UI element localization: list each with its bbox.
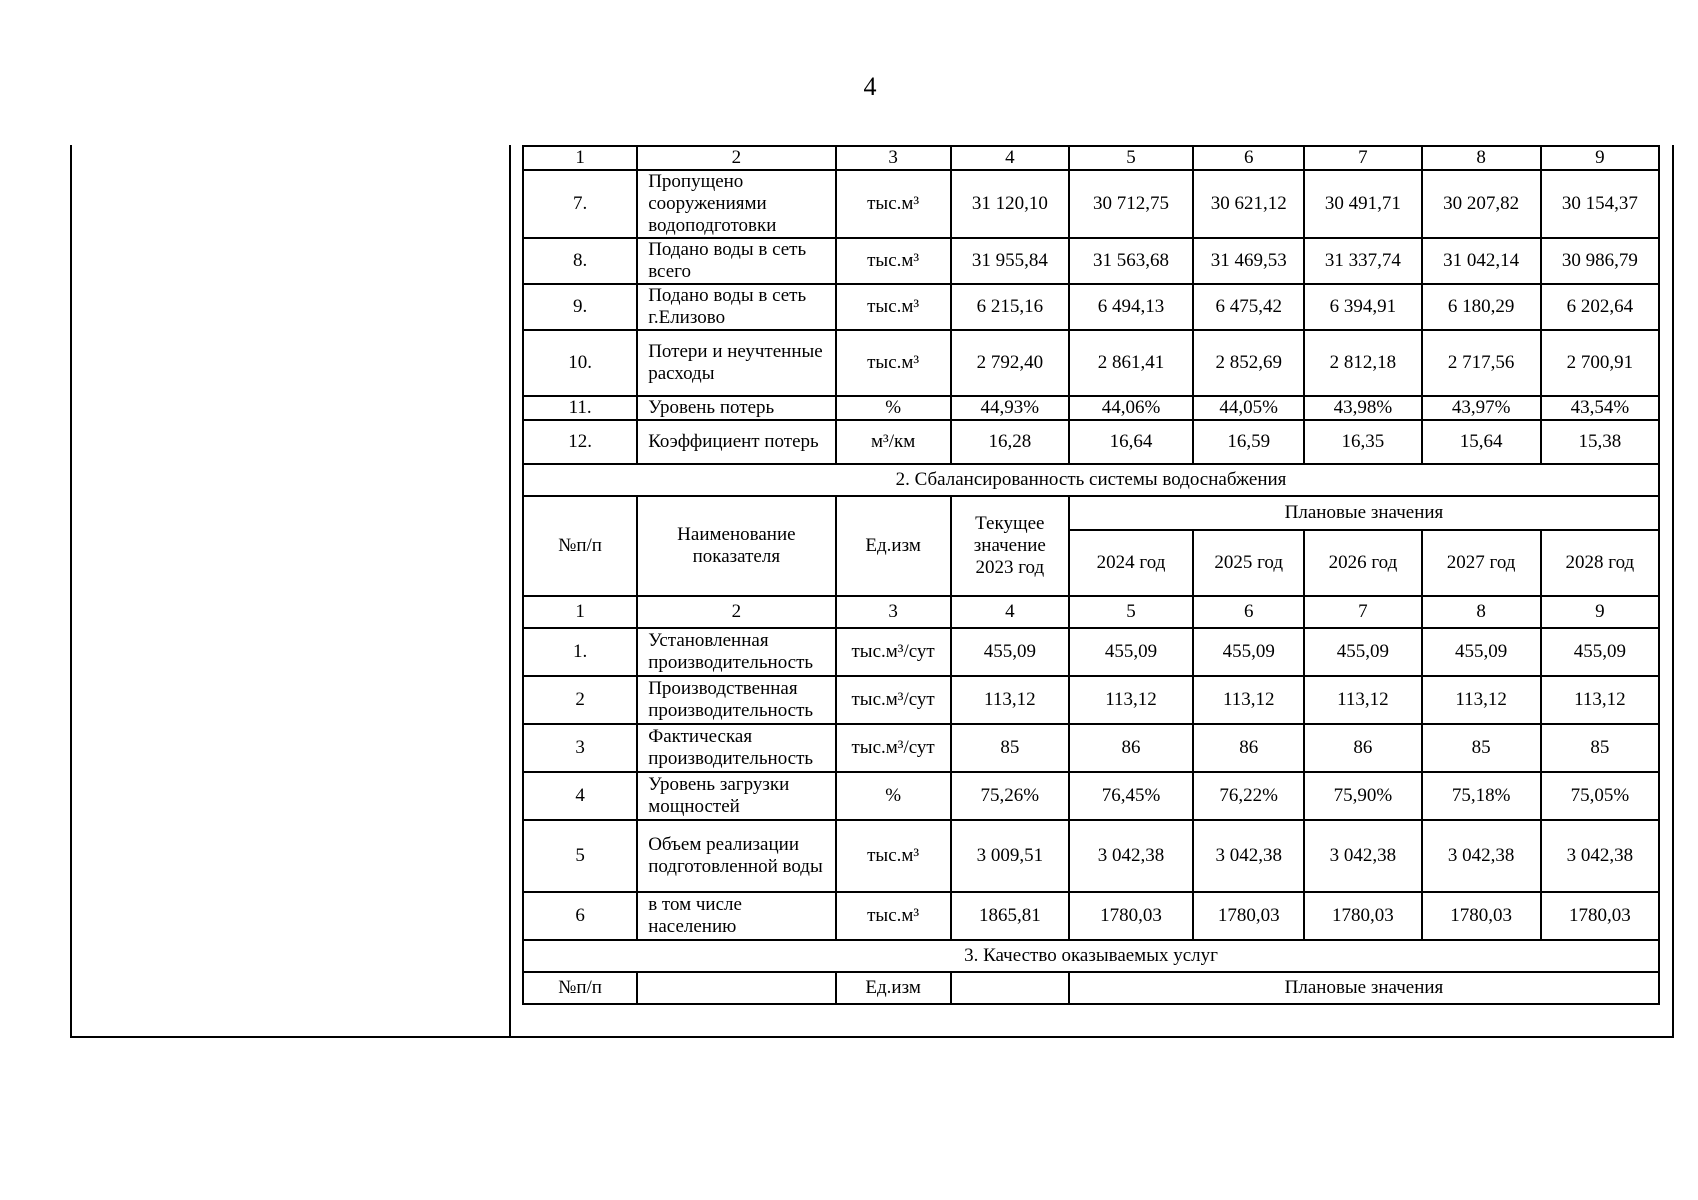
value-cell: 43,54% [1541, 396, 1659, 420]
header-year: 2028 год [1541, 530, 1659, 596]
value-cell: 85 [951, 724, 1069, 772]
indicator-name-cell: Производственная производительность [637, 676, 835, 724]
row-number-cell: 5 [523, 820, 637, 892]
table-row [523, 170, 1659, 238]
value-cell: 30 154,37 [1541, 170, 1659, 238]
indicator-name-cell: Фактическая производительность [637, 724, 835, 772]
table-row [523, 238, 1659, 284]
unit-cell: тыс.м³ [836, 820, 951, 892]
value-cell: 75,18% [1422, 772, 1541, 820]
indicator-name-cell: Объем реализации подготовленной воды [637, 820, 835, 892]
row-number-cell: 1. [523, 628, 637, 676]
unit-cell: тыс.м³ [836, 892, 951, 940]
column-number-cell: 7 [1304, 146, 1421, 170]
value-cell: 31 120,10 [951, 170, 1069, 238]
column-number-cell: 8 [1422, 146, 1541, 170]
value-cell: 31 337,74 [1304, 238, 1421, 284]
page-number: 4 [863, 72, 877, 101]
unit-cell: тыс.м³/сут [836, 628, 951, 676]
table-row [523, 724, 1659, 772]
value-cell: 113,12 [1541, 676, 1659, 724]
row-number-cell: 12. [523, 420, 637, 464]
row-number-cell: 10. [523, 330, 637, 396]
column-number-cell: 3 [836, 146, 951, 170]
unit-cell: тыс.м³ [836, 330, 951, 396]
value-cell: 3 042,38 [1193, 820, 1304, 892]
indicator-name-cell: Подано воды в сеть всего [637, 238, 835, 284]
unit-cell: % [836, 396, 951, 420]
unit-cell: тыс.м³/сут [836, 676, 951, 724]
value-cell: 30 207,82 [1422, 170, 1541, 238]
value-cell: 16,64 [1069, 420, 1193, 464]
value-cell: 15,64 [1422, 420, 1541, 464]
column-number-cell: 8 [1422, 596, 1541, 628]
value-cell: 113,12 [1069, 676, 1193, 724]
row-number-cell: 9. [523, 284, 637, 330]
column-number-cell: 3 [836, 596, 951, 628]
header-year: 2026 год [1304, 530, 1421, 596]
header-name: Наименование показателя [637, 496, 835, 596]
value-cell: 44,93% [951, 396, 1069, 420]
header-year: 2024 год [1069, 530, 1193, 596]
value-cell: 455,09 [1193, 628, 1304, 676]
value-cell: 6 202,64 [1541, 284, 1659, 330]
value-cell: 2 861,41 [1069, 330, 1193, 396]
value-cell: 1780,03 [1069, 892, 1193, 940]
value-cell: 6 215,16 [951, 284, 1069, 330]
unit-cell: тыс.м³ [836, 238, 951, 284]
value-cell: 6 180,29 [1422, 284, 1541, 330]
value-cell: 16,59 [1193, 420, 1304, 464]
column-number-cell: 4 [951, 596, 1069, 628]
column-number-cell: 2 [637, 596, 835, 628]
value-cell: 86 [1304, 724, 1421, 772]
value-cell: 30 621,12 [1193, 170, 1304, 238]
frame-right-edge [1672, 145, 1674, 1038]
value-cell: 113,12 [1304, 676, 1421, 724]
section-title: 3. Качество оказываемых услуг [523, 940, 1659, 972]
indicator-name-cell: в том числе населению [637, 892, 835, 940]
value-cell: 86 [1069, 724, 1193, 772]
value-cell: 15,38 [1541, 420, 1659, 464]
row-number-cell: 7. [523, 170, 637, 238]
column-number-cell: 6 [1193, 596, 1304, 628]
column-number-cell: 6 [1193, 146, 1304, 170]
value-cell: 1780,03 [1304, 892, 1421, 940]
value-cell: 113,12 [1193, 676, 1304, 724]
row-number-cell: 11. [523, 396, 637, 420]
column-number-cell: 5 [1069, 146, 1193, 170]
value-cell: 2 717,56 [1422, 330, 1541, 396]
value-cell: 75,90% [1304, 772, 1421, 820]
header-current: Текущее значение 2023 год [951, 496, 1069, 596]
header-current [951, 972, 1069, 1004]
value-cell: 455,09 [1304, 628, 1421, 676]
table-row [523, 396, 1659, 420]
header-row [523, 496, 1659, 530]
table-row [523, 772, 1659, 820]
column-number-cell: 9 [1541, 596, 1659, 628]
value-cell: 31 955,84 [951, 238, 1069, 284]
section-title: 2. Сбалансированность системы водоснабжения [523, 464, 1659, 496]
value-cell: 1780,03 [1422, 892, 1541, 940]
value-cell: 85 [1422, 724, 1541, 772]
header-unit: Ед.изм [836, 496, 951, 596]
indicator-name-cell: Подано воды в сеть г.Елизово [637, 284, 835, 330]
table-row [523, 820, 1659, 892]
value-cell: 6 394,91 [1304, 284, 1421, 330]
column-number-cell: 4 [951, 146, 1069, 170]
header-planned: Плановые значения [1069, 972, 1659, 1004]
value-cell: 2 852,69 [1193, 330, 1304, 396]
value-cell: 16,35 [1304, 420, 1421, 464]
header-planned: Плановые значения [1069, 496, 1659, 530]
frame-divider [509, 145, 511, 1038]
row-number-cell: 3 [523, 724, 637, 772]
column-number-cell: 5 [1069, 596, 1193, 628]
value-cell: 85 [1541, 724, 1659, 772]
value-cell: 75,05% [1541, 772, 1659, 820]
table-row [523, 676, 1659, 724]
value-cell: 455,09 [1541, 628, 1659, 676]
value-cell: 6 494,13 [1069, 284, 1193, 330]
row-number-cell: 2 [523, 676, 637, 724]
value-cell: 113,12 [951, 676, 1069, 724]
column-number-row [523, 146, 1659, 170]
header-num: №п/п [523, 972, 637, 1004]
column-number-row [523, 596, 1659, 628]
value-cell: 6 475,42 [1193, 284, 1304, 330]
column-number-cell: 7 [1304, 596, 1421, 628]
indicator-name-cell: Уровень загрузки мощностей [637, 772, 835, 820]
value-cell: 2 792,40 [951, 330, 1069, 396]
row-number-cell: 8. [523, 238, 637, 284]
header-year: 2025 год [1193, 530, 1304, 596]
value-cell: 16,28 [951, 420, 1069, 464]
value-cell: 86 [1193, 724, 1304, 772]
indicator-name-cell: Коэффициент потерь [637, 420, 835, 464]
value-cell: 31 469,53 [1193, 238, 1304, 284]
unit-cell: % [836, 772, 951, 820]
value-cell: 44,06% [1069, 396, 1193, 420]
unit-cell: тыс.м³ [836, 284, 951, 330]
value-cell: 2 700,91 [1541, 330, 1659, 396]
value-cell: 30 986,79 [1541, 238, 1659, 284]
value-cell: 31 563,68 [1069, 238, 1193, 284]
header-num: №п/п [523, 496, 637, 596]
value-cell: 113,12 [1422, 676, 1541, 724]
header-row [523, 972, 1659, 1004]
table-row [523, 892, 1659, 940]
indicator-name-cell: Пропущено сооружениями водоподготовки [637, 170, 835, 238]
indicator-name-cell: Потери и неучтенные расходы [637, 330, 835, 396]
value-cell: 43,98% [1304, 396, 1421, 420]
section-title-row [523, 464, 1659, 496]
value-cell: 3 042,38 [1541, 820, 1659, 892]
table-row [523, 330, 1659, 396]
value-cell: 455,09 [1422, 628, 1541, 676]
table-row [523, 284, 1659, 330]
value-cell: 1780,03 [1193, 892, 1304, 940]
column-number-cell: 9 [1541, 146, 1659, 170]
value-cell: 43,97% [1422, 396, 1541, 420]
column-number-cell: 1 [523, 596, 637, 628]
section-title-row [523, 940, 1659, 972]
table-row [523, 628, 1659, 676]
column-number-cell: 1 [523, 146, 637, 170]
column-number-cell: 2 [637, 146, 835, 170]
value-cell: 1780,03 [1541, 892, 1659, 940]
value-cell: 3 042,38 [1304, 820, 1421, 892]
value-cell: 30 491,71 [1304, 170, 1421, 238]
indicator-name-cell: Уровень потерь [637, 396, 835, 420]
row-number-cell: 6 [523, 892, 637, 940]
value-cell: 30 712,75 [1069, 170, 1193, 238]
unit-cell: м³/км [836, 420, 951, 464]
value-cell: 455,09 [1069, 628, 1193, 676]
indicators-table [522, 145, 1660, 1005]
value-cell: 3 042,38 [1422, 820, 1541, 892]
value-cell: 76,45% [1069, 772, 1193, 820]
value-cell: 3 042,38 [1069, 820, 1193, 892]
header-year: 2027 год [1422, 530, 1541, 596]
value-cell: 3 009,51 [951, 820, 1069, 892]
value-cell: 76,22% [1193, 772, 1304, 820]
header-name [637, 972, 835, 1004]
header-unit: Ед.изм [836, 972, 951, 1004]
indicator-name-cell: Установленная производительность [637, 628, 835, 676]
value-cell: 1865,81 [951, 892, 1069, 940]
value-cell: 44,05% [1193, 396, 1304, 420]
value-cell: 2 812,18 [1304, 330, 1421, 396]
unit-cell: тыс.м³/сут [836, 724, 951, 772]
value-cell: 31 042,14 [1422, 238, 1541, 284]
value-cell: 75,26% [951, 772, 1069, 820]
table-row [523, 420, 1659, 464]
row-number-cell: 4 [523, 772, 637, 820]
unit-cell: тыс.м³ [836, 170, 951, 238]
value-cell: 455,09 [951, 628, 1069, 676]
